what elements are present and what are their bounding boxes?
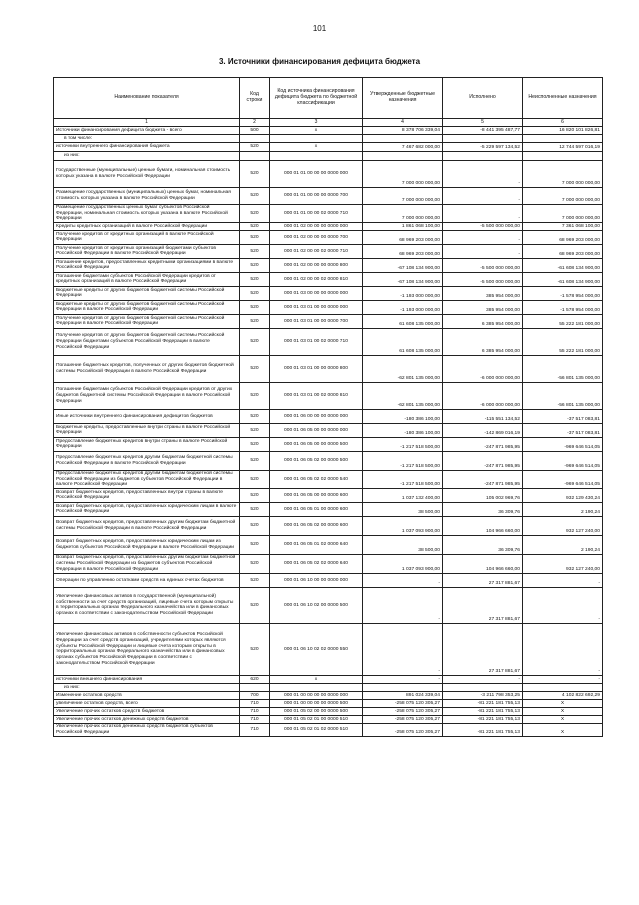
row-line-code: 520 [240, 382, 270, 409]
row-executed: 36 309,76 [443, 535, 523, 554]
row-line-code: 710 [240, 723, 270, 736]
table-row [54, 135, 603, 143]
table-row [54, 715, 603, 723]
row-class-code: 000 01 01 00 00 00 0000 700 [270, 188, 363, 205]
row-name: Операции по управлению остатками средств на единых счетах бюджетов [54, 573, 240, 587]
row-class-code: 000 01 06 05 02 02 0000 540 [270, 470, 363, 488]
row-approved: 38 500,00 [363, 535, 443, 554]
table-row [54, 437, 603, 451]
row-class-code: x [270, 127, 363, 135]
row-name: Увеличение прочих остатков денежных средств бюджетов [54, 715, 240, 723]
table-row [54, 554, 603, 573]
table-row [54, 683, 603, 691]
row-line-code [240, 683, 270, 691]
table-row [54, 451, 603, 470]
row-approved: -67 108 134 900,00 [363, 272, 443, 286]
row-line-code: 520 [240, 205, 270, 223]
row-executed: 385 954 000,00 [443, 300, 523, 314]
row-executed: -247 871 985,95 [443, 451, 523, 470]
row-unexecuted: -61 608 134 900,00 [523, 258, 603, 272]
row-approved: -1 217 518 500,00 [363, 451, 443, 470]
row-approved: 7 467 682 000,00 [363, 143, 443, 152]
row-line-code: 520 [240, 437, 270, 451]
table-row [54, 205, 603, 223]
table-row [54, 723, 603, 736]
row-class-code: 000 01 03 01 00 02 0000 810 [270, 382, 363, 409]
column-number: 5 [443, 119, 523, 127]
column-number-row [54, 119, 603, 127]
row-approved: - [363, 573, 443, 587]
row-line-code: 520 [240, 355, 270, 382]
row-line-code: 620 [240, 675, 270, 683]
row-executed: - [443, 675, 523, 683]
row-unexecuted: 16 820 101 826,81 [523, 127, 603, 135]
row-name: Кредиты кредитных организаций в валюте Российской Федерации [54, 222, 240, 230]
row-executed [443, 135, 523, 143]
row-line-code: 520 [240, 230, 270, 244]
table-row [54, 222, 603, 230]
row-line-code [240, 152, 270, 161]
row-unexecuted: 7 361 068 100,00 [523, 222, 603, 230]
row-class-code [270, 135, 363, 143]
row-approved [363, 135, 443, 143]
row-name: Размещение государственных (муниципальных) ценных бумаг, номинальная стоимость которых указана в валюте Российской Федерации [54, 188, 240, 205]
row-line-code: 520 [240, 328, 270, 355]
row-class-code: 000 01 05 02 00 00 0000 500 [270, 707, 363, 715]
row-approved: 7 000 000 000,00 [363, 188, 443, 205]
row-name: Погашение бюджетных кредитов, полученных от других бюджетов бюджетной системы Российской Федерации в валюте Российской Федерации [54, 355, 240, 382]
row-name: Возврат бюджетных кредитов, предоставленных внутри страны в валюте Российской Федерации [54, 488, 240, 502]
row-approved: 7 000 000 000,00 [363, 205, 443, 223]
row-executed: 27 317 881,67 [443, 587, 523, 623]
table-row [54, 699, 603, 707]
row-name: Размещение государственных ценных бумаг субъектов Российской Федерации, номинальная стоимость которых указана в валюте Российской Федерации [54, 205, 240, 223]
row-unexecuted: X [523, 707, 603, 715]
row-line-code: 520 [240, 623, 270, 675]
row-approved: -67 108 134 900,00 [363, 258, 443, 272]
row-line-code: 520 [240, 587, 270, 623]
row-executed: - [443, 188, 523, 205]
row-unexecuted: 7 000 000 000,00 [523, 161, 603, 188]
row-unexecuted: 7 000 000 000,00 [523, 205, 603, 223]
table-row [54, 470, 603, 488]
row-name: увеличение остатков средств, всего [54, 699, 240, 707]
row-executed: -81 221 181 755,13 [443, 699, 523, 707]
row-class-code: 000 01 02 00 00 02 0000 710 [270, 244, 363, 258]
row-executed: - [443, 161, 523, 188]
row-line-code: 520 [240, 222, 270, 230]
row-name: Бюджетные кредиты от других бюджетов бюджетной системы Российской Федерации [54, 286, 240, 300]
row-approved: -1 217 518 500,00 [363, 470, 443, 488]
row-class-code: x [270, 143, 363, 152]
row-name: Увеличение финансовых активов в государственной (муниципальной) собственности за счет средств организаций, лицевые счета которым открыты в территориальных органах Федерального казначейства или в финансовых органах в соответствии с законодательством Российской Федерации [54, 587, 240, 623]
row-approved: -180 386 100,00 [363, 423, 443, 437]
row-class-code: 000 01 06 05 00 00 0000 000 [270, 423, 363, 437]
row-unexecuted: 7 000 000 000,00 [523, 188, 603, 205]
row-approved: 61 608 135 000,00 [363, 328, 443, 355]
row-name: Увеличение прочих остатков средств бюджетов [54, 707, 240, 715]
row-class-code: 000 01 06 05 02 00 0000 600 [270, 516, 363, 535]
table-row [54, 258, 603, 272]
table-row [54, 675, 603, 683]
row-executed: -5 500 000 000,00 [443, 222, 523, 230]
row-line-code: 520 [240, 314, 270, 328]
row-unexecuted: X [523, 715, 603, 723]
row-class-code: 000 01 05 02 01 02 0000 510 [270, 723, 363, 736]
row-class-code: 000 01 05 02 01 00 0000 510 [270, 715, 363, 723]
column-number: 1 [54, 119, 240, 127]
row-executed: - [443, 205, 523, 223]
row-name: Государственные (муниципальные) ценные бумаги, номинальная стоимость которых указана в валюте Российской Федерации [54, 161, 240, 188]
row-approved: 7 000 000 000,00 [363, 161, 443, 188]
row-class-code: 000 01 03 01 00 00 0000 000 [270, 300, 363, 314]
row-line-code: 520 [240, 470, 270, 488]
row-unexecuted: 68 969 203 000,00 [523, 244, 603, 258]
column-number: 4 [363, 119, 443, 127]
row-line-code: 520 [240, 451, 270, 470]
header-executed: Исполнено [443, 78, 523, 119]
row-line-code: 520 [240, 244, 270, 258]
row-unexecuted: -969 646 514,05 [523, 437, 603, 451]
row-class-code: 000 01 03 01 00 00 0000 800 [270, 355, 363, 382]
table-row [54, 423, 603, 437]
table-row [54, 707, 603, 715]
row-name: Бюджетные кредиты, предоставленные внутри страны в валюте Российской Федерации [54, 423, 240, 437]
row-line-code: 520 [240, 286, 270, 300]
row-approved: - [363, 587, 443, 623]
row-unexecuted: -1 578 954 000,00 [523, 286, 603, 300]
row-approved: -258 075 120 305,27 [363, 715, 443, 723]
row-approved: 68 969 203 000,00 [363, 230, 443, 244]
row-name: Увеличение прочих остатков денежных средств бюджетов субъектов Российской Федерации [54, 723, 240, 736]
row-name: Предоставление бюджетных кредитов другим бюджетам бюджетной системы Российской Федерации в валюте Российской Федерации [54, 451, 240, 470]
row-unexecuted: X [523, 699, 603, 707]
row-unexecuted: - [523, 675, 603, 683]
row-line-code: 700 [240, 691, 270, 699]
row-name: Увеличение финансовых активов в собственности субъектов Российской Федерации за счет средств организаций, учредителями которых являются субъекты Российской Федерации и лицевые счета которым открыты в территориальных органах Федерального казначейства или в финансовых органах субъектов Российской Федерации в соответствии с законодательством Российской Федерации [54, 623, 240, 675]
row-unexecuted: 55 222 181 000,00 [523, 314, 603, 328]
row-executed: - [443, 244, 523, 258]
row-unexecuted: 932 129 430,24 [523, 488, 603, 502]
row-approved: -258 075 120 305,27 [363, 707, 443, 715]
row-class-code: 000 01 06 05 01 02 0000 640 [270, 535, 363, 554]
row-class-code: 000 01 06 10 00 00 0000 000 [270, 573, 363, 587]
row-approved: -258 075 120 305,27 [363, 723, 443, 736]
row-line-code: 520 [240, 188, 270, 205]
row-approved [363, 152, 443, 161]
row-name: Бюджетные кредиты от других бюджетов бюджетной системы Российской Федерации в валюте Российской Федерации [54, 300, 240, 314]
row-line-code: 520 [240, 161, 270, 188]
row-line-code [240, 135, 270, 143]
row-unexecuted: -37 517 083,81 [523, 423, 603, 437]
row-name: Иные источники внутреннего финансирования дефицитов бюджетов [54, 409, 240, 423]
column-number: 3 [270, 119, 363, 127]
row-executed: 105 002 969,76 [443, 488, 523, 502]
row-class-code [270, 683, 363, 691]
row-unexecuted: X [523, 723, 603, 736]
row-executed: 6 385 954 000,00 [443, 314, 523, 328]
row-class-code: 000 01 06 10 02 00 0000 500 [270, 587, 363, 623]
row-class-code: 000 01 02 00 00 00 0000 800 [270, 258, 363, 272]
row-executed: -8 441 395 487,77 [443, 127, 523, 135]
table-row [54, 286, 603, 300]
row-line-code: 520 [240, 488, 270, 502]
row-unexecuted: 2 190,24 [523, 502, 603, 516]
row-class-code: 000 01 03 00 00 00 0000 000 [270, 286, 363, 300]
table-row [54, 230, 603, 244]
row-approved: 891 024 339,04 [363, 691, 443, 699]
row-executed: 104 966 660,00 [443, 516, 523, 535]
row-name: Получение кредитов от кредитных организаций бюджетами субъектов Российской Федерации в валюте Российской Федерации [54, 244, 240, 258]
row-line-code: 520 [240, 409, 270, 423]
row-name: Возврат бюджетных кредитов, предоставленных юридическим лицам в валюте Российской Федерации [54, 502, 240, 516]
table-row [54, 382, 603, 409]
column-number: 2 [240, 119, 270, 127]
table-row [54, 161, 603, 188]
row-approved: 38 500,00 [363, 502, 443, 516]
section-title: 3. Источники финансирования дефицита бюджета [218, 57, 421, 66]
row-class-code: 000 01 06 10 02 02 0000 550 [270, 623, 363, 675]
row-line-code: 500 [240, 127, 270, 135]
row-unexecuted: -56 801 135 000,00 [523, 355, 603, 382]
row-unexecuted: - [523, 587, 603, 623]
row-executed: -142 869 016,19 [443, 423, 523, 437]
row-unexecuted: 2 190,24 [523, 535, 603, 554]
table-row [54, 409, 603, 423]
header-line-code: Код строки [240, 78, 270, 119]
row-executed [443, 152, 523, 161]
row-name: Получение кредитов от кредитных организаций в валюте Российской Федерации [54, 230, 240, 244]
row-unexecuted: 68 969 203 000,00 [523, 230, 603, 244]
row-approved: -1 193 000 000,00 [363, 286, 443, 300]
row-class-code: 000 01 06 05 02 00 0000 500 [270, 451, 363, 470]
row-executed: - [443, 230, 523, 244]
row-executed: 27 317 881,67 [443, 623, 523, 675]
table-row [54, 152, 603, 161]
row-unexecuted: -61 608 134 900,00 [523, 272, 603, 286]
table-row [54, 573, 603, 587]
row-approved: 1 037 093 900,00 [363, 554, 443, 573]
row-class-code: 000 01 02 00 00 02 0000 810 [270, 272, 363, 286]
header-unexecuted: Неисполненные назначения [523, 78, 603, 119]
row-executed: -115 551 134,52 [443, 409, 523, 423]
row-executed: -81 221 181 755,13 [443, 715, 523, 723]
header-name: Наименование показателя [54, 78, 240, 119]
row-name: из них: [54, 152, 240, 161]
row-unexecuted: 932 127 240,00 [523, 516, 603, 535]
row-unexecuted [523, 135, 603, 143]
row-name: Возврат бюджетных кредитов, предоставленных юридическим лицам из бюджетов субъектов Российской Федерации в валюте Российской Федерации [54, 535, 240, 554]
row-name: источники внутреннего финансирования бюджета [54, 143, 240, 152]
table-row [54, 587, 603, 623]
row-class-code: 000 01 00 00 00 00 0000 500 [270, 699, 363, 707]
row-line-code: 520 [240, 502, 270, 516]
row-line-code: 520 [240, 423, 270, 437]
financing-sources-table [53, 77, 603, 737]
row-unexecuted [523, 683, 603, 691]
row-line-code: 520 [240, 573, 270, 587]
row-unexecuted: 55 222 181 000,00 [523, 328, 603, 355]
row-approved: 1 037 093 900,00 [363, 516, 443, 535]
row-executed: -81 221 181 755,13 [443, 723, 523, 736]
row-executed: -5 500 000 000,00 [443, 258, 523, 272]
row-name: Получение кредитов от других бюджетов бюджетной системы Российской Федерации в валюте Российской Федерации [54, 314, 240, 328]
table-row [54, 272, 603, 286]
row-executed: -3 211 798 353,25 [443, 691, 523, 699]
row-class-code: 000 01 03 01 00 00 0000 700 [270, 314, 363, 328]
table-body [54, 127, 603, 737]
row-class-code: 000 01 06 05 00 00 0000 500 [270, 437, 363, 451]
row-approved: 1 861 068 100,00 [363, 222, 443, 230]
row-name: Погашение бюджетами субъектов Российской Федерации кредитов от кредитных организаций в валюте Российской Федерации [54, 272, 240, 286]
table-row [54, 127, 603, 135]
row-line-code: 710 [240, 699, 270, 707]
row-name: Получение кредитов от других бюджетов бюджетной системы Российской Федерации бюджетами субъектов Российской Федерации в валюте Российской Федерации [54, 328, 240, 355]
row-unexecuted: 932 127 240,00 [523, 554, 603, 573]
row-name: Погашение бюджетами субъектов Российской Федерации кредитов от других бюджетов бюджетной системы Российской Федерации в валюте Российской Федерации [54, 382, 240, 409]
row-unexecuted: -1 578 954 000,00 [523, 300, 603, 314]
row-executed: -247 871 985,95 [443, 470, 523, 488]
table-row [54, 188, 603, 205]
row-executed: -5 500 000 000,00 [443, 272, 523, 286]
row-approved: -1 193 000 000,00 [363, 300, 443, 314]
row-name: Предоставление бюджетных кредитов внутри страны в валюте Российской Федерации [54, 437, 240, 451]
table-row [54, 314, 603, 328]
row-approved: -258 075 120 305,27 [363, 699, 443, 707]
row-executed: -6 000 000 000,00 [443, 382, 523, 409]
row-executed: -5 229 597 134,52 [443, 143, 523, 152]
row-class-code: 000 01 02 00 00 00 0000 700 [270, 230, 363, 244]
row-line-code: 520 [240, 535, 270, 554]
table-row [54, 516, 603, 535]
row-class-code: 000 01 00 00 00 00 0000 000 [270, 691, 363, 699]
row-name: Предоставление бюджетных кредитов другим бюджетам бюджетной системы Российской Федерации из бюджетов субъектов Российской Федерации в валюте Российской Федерации [54, 470, 240, 488]
row-name: Возврат бюджетных кредитов, предоставленных другим бюджетам бюджетной системы Российской Федерации из бюджетов субъектов Российской Федерации в валюте Российской Федерации [54, 554, 240, 573]
row-class-code: 000 01 06 00 00 00 0000 000 [270, 409, 363, 423]
row-line-code: 520 [240, 516, 270, 535]
row-name: Источники финансирования дефицита бюджета - всего [54, 127, 240, 135]
row-class-code: 000 01 06 05 01 00 0000 600 [270, 502, 363, 516]
row-unexecuted: 4 102 822 692,29 [523, 691, 603, 699]
row-class-code: 000 01 01 00 00 02 0000 710 [270, 205, 363, 223]
row-executed: 104 966 660,00 [443, 554, 523, 573]
row-line-code: 520 [240, 272, 270, 286]
table-header-row [54, 78, 603, 119]
row-approved: -62 801 135 000,00 [363, 355, 443, 382]
row-approved: -62 801 135 000,00 [363, 382, 443, 409]
row-unexecuted: -56 801 135 000,00 [523, 382, 603, 409]
row-line-code: 520 [240, 258, 270, 272]
table-row [54, 143, 603, 152]
column-number: 6 [523, 119, 603, 127]
table-row [54, 623, 603, 675]
row-class-code: 000 01 03 01 00 02 0000 710 [270, 328, 363, 355]
row-unexecuted: - [523, 573, 603, 587]
row-approved: - [363, 675, 443, 683]
table-row [54, 691, 603, 699]
header-approved: Утвержденные бюджетные назначения [363, 78, 443, 119]
row-name: Погашение кредитов, предоставленных кредитными организациями в валюте Российской Федерации [54, 258, 240, 272]
header-class-code: Код источника финансирования дефицита бюджета по бюджетной классификации [270, 78, 363, 119]
table-row [54, 535, 603, 554]
row-name: источники внешнего финансирования [54, 675, 240, 683]
row-class-code: x [270, 675, 363, 683]
row-line-code: 710 [240, 715, 270, 723]
table-row [54, 244, 603, 258]
table-row [54, 488, 603, 502]
row-line-code: 520 [240, 300, 270, 314]
row-line-code: 520 [240, 143, 270, 152]
row-unexecuted: - [523, 623, 603, 675]
row-name: в том числе: [54, 135, 240, 143]
row-executed: -81 221 181 755,13 [443, 707, 523, 715]
row-executed: -247 871 985,95 [443, 437, 523, 451]
row-class-code: 000 01 06 05 00 00 0000 600 [270, 488, 363, 502]
row-line-code: 710 [240, 707, 270, 715]
table-row [54, 300, 603, 314]
row-unexecuted [523, 152, 603, 161]
row-approved: 8 378 706 339,04 [363, 127, 443, 135]
row-executed: 27 317 881,67 [443, 573, 523, 587]
row-name: из них: [54, 683, 240, 691]
table-row [54, 502, 603, 516]
row-executed: 385 954 000,00 [443, 286, 523, 300]
row-approved: -180 386 100,00 [363, 409, 443, 423]
row-unexecuted: -969 646 514,05 [523, 451, 603, 470]
row-approved: - [363, 623, 443, 675]
row-executed: 6 385 954 000,00 [443, 328, 523, 355]
row-unexecuted: -969 646 514,05 [523, 470, 603, 488]
row-approved: 68 969 203 000,00 [363, 244, 443, 258]
row-approved: 61 608 135 000,00 [363, 314, 443, 328]
row-name: Изменение остатков средств [54, 691, 240, 699]
row-name: Возврат бюджетных кредитов, предоставленных другим бюджетам бюджетной системы Российской Федерации в валюте Российской Федерации [54, 516, 240, 535]
table-row [54, 328, 603, 355]
row-class-code: 000 01 01 00 00 00 0000 000 [270, 161, 363, 188]
row-class-code [270, 152, 363, 161]
row-executed: 36 309,76 [443, 502, 523, 516]
row-class-code: 000 01 02 00 00 00 0000 000 [270, 222, 363, 230]
row-approved: 1 037 132 400,00 [363, 488, 443, 502]
row-executed [443, 683, 523, 691]
row-approved [363, 683, 443, 691]
page-number: 101 [312, 24, 327, 33]
row-approved: -1 217 518 500,00 [363, 437, 443, 451]
table-row [54, 355, 603, 382]
row-line-code: 520 [240, 554, 270, 573]
row-class-code: 000 01 06 05 02 02 0000 640 [270, 554, 363, 573]
row-executed: -6 000 000 000,00 [443, 355, 523, 382]
row-unexecuted: -37 517 083,81 [523, 409, 603, 423]
row-unexecuted: 12 744 597 016,19 [523, 143, 603, 152]
